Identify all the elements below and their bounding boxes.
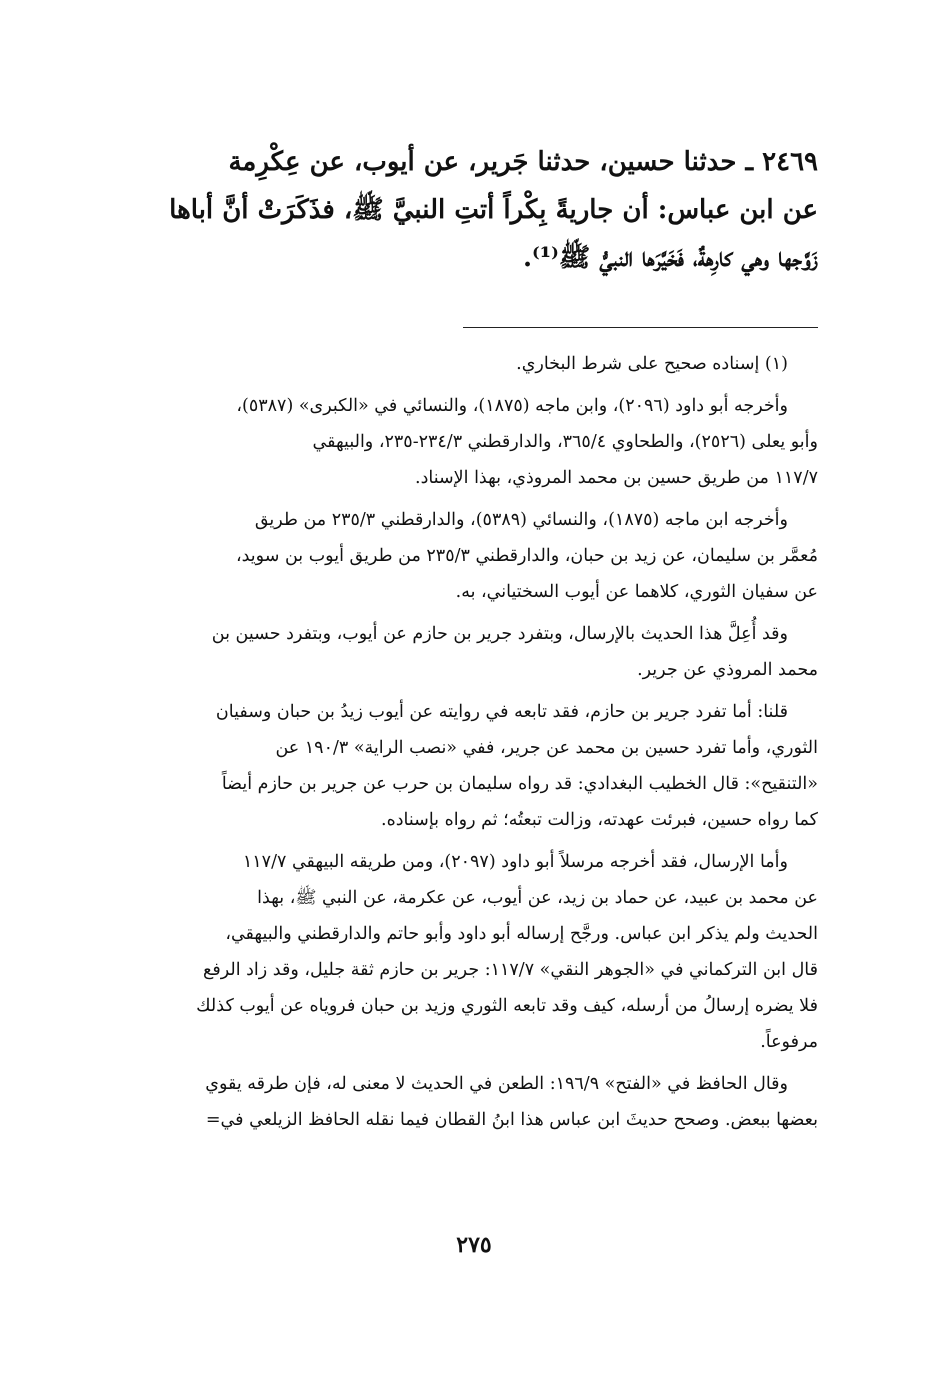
footnote-line: عن سفيان الثوري، كلاهما عن أيوب السختياني، به. [455, 582, 818, 602]
footnotes [126, 346, 818, 1138]
footnote-line: وأبو يعلى (٢٥٢٦)، والطحاوي ٣٦٥/٤، والدارقطني ٢٣٤/٣-٢٣٥، والبيهقي [312, 432, 818, 452]
footnote-line: كما رواه حسين، فبرئت عهدته، وزالت تبعتُه؛ ثم رواه بإسناده. [381, 810, 818, 830]
footnote-line: وأما الإرسال، فقد أخرجه مرسلاً أبو داود (٢٠٩٧)، ومن طريقه البيهقي ١١٧/٧ [242, 852, 788, 872]
footnote-line: «التنقيح»: قال الخطيب البغدادي: قد رواه سليمان بن حرب عن جرير بن حازم أيضاً [221, 774, 818, 794]
footnote-line: قلنا: أما تفرد جرير بن حازم، فقد تابعه في روايته عن أيوب زيدُ بن حبان وسفيان [215, 702, 788, 722]
hadith-text [128, 138, 818, 282]
footnote-line: وقد أُعِلَّ هذا الحديث بالإرسال، وبتفرد جرير بن حازم عن أيوب، وبتفرد حسين بن [211, 624, 788, 644]
footnote-line: مرفوعاً. [760, 1032, 818, 1052]
footnote-line: مُعمَّر بن سليمان، عن زيد بن حبان، والدارقطني ٢٣٥/٣ من طريق أيوب بن سويد، [235, 546, 818, 566]
footnote-line: وقال الحافظ في «الفتح» ١٩٦/٩: الطعن في الحديث لا معنى له، فإن طرقه يقوي [205, 1074, 788, 1094]
footnote-line: فلا يضره إرسالُ من أرسله، كيف وقد تابعه الثوري وزيد بن حبان فروياه عن أيوب كذلك [196, 996, 818, 1016]
page-number: ٢٧٥ [456, 1232, 492, 1258]
footnote-line: بعضها ببعض. وصحح حديثَ ابن عباس هذا ابنُ القطان فيما نقله الحافظ الزيلعي في= [205, 1110, 818, 1130]
hadith-line: زَوَّجها وهي كارِهةٌ، فَخَيَّرَها النبيُّ ﷺ⁽¹⁾. [522, 243, 818, 273]
footnote-line: الثوري، وأما تفرد حسين بن محمد عن جرير، ففي «نصب الراية» ١٩٠/٣ عن [275, 738, 818, 758]
footnote-line: الحديث ولم يذكر ابن عباس. ورجَّح إرساله أبو داود وأبو حاتم والدارقطني والبيهقي، [225, 924, 818, 944]
footnote-line: عن محمد بن عبيد، عن حماد بن زيد، عن أيوب، عن عكرمة، عن النبي ﷺ، بهذا [257, 888, 818, 908]
footnote-line: وأخرجه أبو داود (٢٠٩٦)، وابن ماجه (١٨٧٥)، والنسائي في «الكبرى» (٥٣٨٧)، [236, 396, 788, 416]
footnote-line: وأخرجه ابن ماجه (١٨٧٥)، والنسائي (٥٣٨٩)، والدارقطني ٢٣٥/٣ من طريق [254, 510, 788, 530]
footnote-divider [463, 327, 818, 328]
footnote-line: (١) إسناده صحيح على شرط البخاري. [516, 354, 788, 374]
hadith-line: عن ابن عباس: أن جاريةً بِكْراً أتتِ النبيَّ ﷺ، فذَكَرَتْ أنَّ أباها [169, 195, 818, 225]
footnote-line: محمد المروذي عن جرير. [637, 660, 818, 680]
hadith-line: ٢٤٦٩ ـ حدثنا حسين، حدثنا جَرير، عن أيوب، عن عِكْرِمة [228, 147, 818, 177]
footnote-line: ١١٧/٧ من طريق حسين بن محمد المروذي، بهذا الإسناد. [415, 468, 818, 488]
footnote-line: قال ابن التركماني في «الجوهر النقي» ١١٧/٧: جرير بن حازم ثقة جليل، وقد زاد الرفع [203, 960, 818, 980]
